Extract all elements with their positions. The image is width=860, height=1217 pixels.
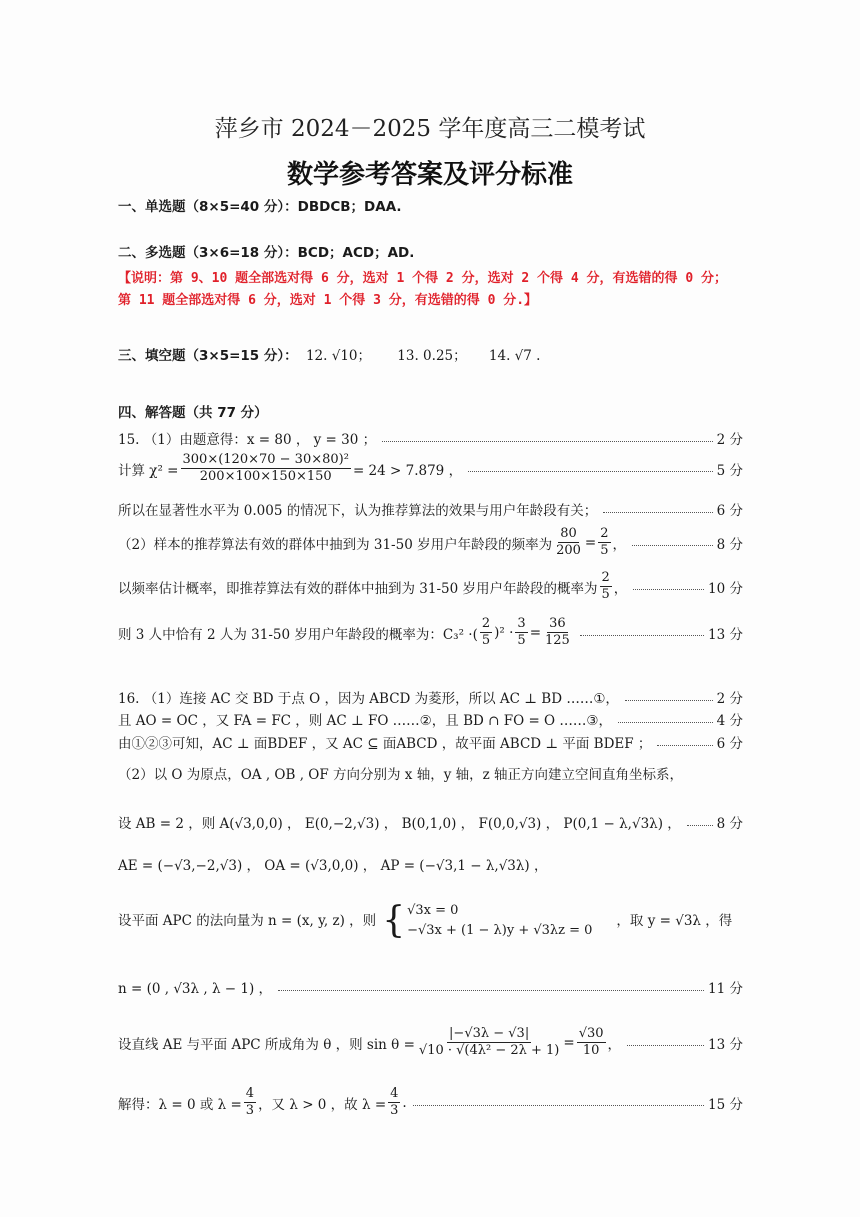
- fraction-denominator: 125: [545, 633, 570, 648]
- q15-line5: [118, 570, 743, 603]
- fraction-numerator: 2: [481, 616, 491, 631]
- fraction-numerator: 3: [517, 616, 526, 631]
- comma: ，: [612, 536, 627, 553]
- leader-dots: [687, 825, 713, 826]
- q16-line9: [118, 1026, 743, 1059]
- q16-line10: [118, 1086, 743, 1119]
- score-label: 4 分: [716, 713, 743, 729]
- score-label: 11 分: [708, 981, 743, 997]
- leader-dots: [618, 722, 713, 723]
- multi-choice-note-line1: 【说明：第 9、10 题全部选对得 6 分，选对 1 个得 2 分，选对 2 个得 4 分，有选错的得 0 分；: [118, 271, 728, 286]
- comma: ，: [607, 1036, 622, 1053]
- fraction-numerator: 2: [600, 526, 609, 541]
- q16-line9-text: 设直线 AE 与平面 APC 所成角为 θ ，则 sin θ =: [118, 1036, 415, 1053]
- q16-line7-pre: 设平面 APC 的法向量为 n = (x, y, z) ，则: [118, 913, 377, 929]
- q15-line3: [118, 499, 743, 519]
- q16-line1: [118, 687, 743, 707]
- score-label: 8 分: [716, 536, 743, 553]
- q15-line2-pre: 计算 χ² =: [118, 462, 179, 479]
- q16-line2-text: 且 AO = OC ，又 FA = FC ，则 AC ⊥ FO ……②，且 BD ∩ FO = O ……③，: [118, 713, 613, 729]
- left-brace: {: [382, 900, 406, 941]
- comma: ，: [613, 580, 628, 597]
- fraction-denominator: 200×100×150×150: [199, 469, 332, 484]
- q16-line3: [118, 732, 743, 752]
- single-choice-answers: 一、单选题（8×5=40 分）：DBDCB；DAA.: [118, 199, 402, 215]
- score-label: 13 分: [708, 1036, 743, 1053]
- leader-dots: [632, 545, 713, 546]
- exam-title: 萍乡市 2024－2025 学年度高三二模考试: [214, 116, 646, 142]
- score-label: 2 分: [716, 691, 743, 707]
- equations: [407, 901, 592, 941]
- answer-13: 13. 0.25；: [397, 348, 467, 364]
- fraction-numerator: 36: [549, 616, 566, 631]
- chi-square-fraction: [181, 452, 351, 485]
- fraction-denominator: 3: [245, 1103, 255, 1118]
- leader-dots: [468, 471, 713, 472]
- fraction: [480, 616, 492, 649]
- equals-sign: =: [563, 1034, 575, 1051]
- fill-blank-label: 三、填空题（3×5=15 分）：: [118, 348, 298, 364]
- score-label: 8 分: [716, 816, 743, 832]
- q15-line3-text: 所以在显著性水平为 0.005 的情况下，认为推荐算法的效果与用户年龄段有关；: [118, 503, 598, 519]
- fill-blank-answers: [118, 347, 540, 365]
- leader-dots: [580, 635, 704, 636]
- fraction-denominator: 5: [481, 633, 491, 648]
- answer-key-title: 数学参考答案及评分标准: [286, 160, 573, 190]
- fraction-numerator: |−√3λ − √3|: [449, 1026, 530, 1041]
- fraction-numerator: √30: [578, 1026, 604, 1041]
- q16-line2: [118, 709, 743, 729]
- q15-line6-mid: )² ·: [494, 624, 514, 641]
- fraction: [577, 1026, 606, 1059]
- fraction-numerator: 2: [601, 570, 610, 585]
- q15-line1-text: 15. （1）由题意得：x = 80 ， y = 30 ；: [118, 432, 377, 448]
- fraction: [388, 1086, 400, 1119]
- score-label: 13 分: [708, 626, 743, 643]
- leader-dots: [625, 700, 713, 701]
- fraction-denominator: 3: [390, 1103, 399, 1118]
- fraction: [515, 616, 527, 649]
- q15-line4-text: （2）样本的推荐算法有效的群体中抽到为 31-50 岁用户年龄段的频率为: [118, 536, 553, 553]
- q15-line2-post: = 24 > 7.879 ，: [352, 462, 463, 479]
- q16-line4: （2）以 O 为原点，OA , OB , OF 方向分别为 x 轴，y 轴，z 轴正方向建立空间直角坐标系，: [118, 767, 684, 783]
- equation-2: −√3x + (1 − λ)y + √3λz = 0: [407, 923, 593, 938]
- fraction: [543, 616, 572, 649]
- score-label: 5 分: [716, 462, 743, 479]
- fraction-denominator: 5: [517, 633, 526, 648]
- q15-line1: [118, 428, 743, 448]
- q16-line5: [118, 812, 743, 832]
- fraction-numerator: 300×(120×70 − 30×80)²: [182, 452, 349, 467]
- fraction-denominator: 200: [556, 543, 581, 558]
- q16-line7-post: ，取 y = √3λ ，得: [616, 913, 733, 929]
- leader-dots: [382, 441, 713, 442]
- score-label: 10 分: [708, 580, 743, 597]
- fraction-numerator: 4: [245, 1086, 255, 1101]
- fraction: [244, 1086, 256, 1119]
- q16-line8: [118, 977, 743, 997]
- leader-dots: [603, 512, 712, 513]
- equation-1: √3x = 0: [407, 903, 459, 918]
- fraction-numerator: 4: [390, 1086, 399, 1101]
- q16-line10-mid: ，又 λ > 0 ，故 λ =: [258, 1096, 387, 1113]
- q16-line3-text: 由①②③可知，AC ⊥ 面BDEF ，又 AC ⊆ 面ABCD ，故平面 ABCD ⊥ 平面 BDEF ；: [118, 736, 652, 752]
- q15-line2: [118, 452, 743, 485]
- multi-choice-note-line2: 第 11 题全部选对得 6 分，选对 1 个得 3 分，有选错的得 0 分.】: [118, 293, 538, 308]
- q16-line8-text: n = (0 , √3λ , λ − 1) ，: [118, 981, 273, 997]
- q16-line6: AE = (−√3,−2,√3) ， OA = (√3,0,0) ， AP = (−√3,1 − λ,√3λ) ，: [118, 858, 548, 874]
- fraction-denominator: 5: [601, 587, 610, 602]
- free-response-heading: 四、解答题（共 77 分）: [118, 405, 268, 421]
- sine-fraction: [417, 1026, 561, 1059]
- equals-sign: =: [529, 624, 541, 641]
- q16-line1-text: 16. （1）连接 AC 交 BD 于点 O ，因为 ABCD 为菱形，所以 AC ⊥ BD ……①，: [118, 691, 619, 707]
- answer-12: 12. √10；: [305, 348, 371, 364]
- fraction: [600, 570, 612, 603]
- q15-line6-text: 则 3 人中恰有 2 人为 31-50 岁用户年龄段的概率为：C₃² ·(: [118, 626, 478, 643]
- fraction-denominator: √10 · √(4λ² − 2λ + 1): [418, 1043, 560, 1058]
- score-label: 6 分: [716, 736, 743, 752]
- period: .: [402, 1094, 407, 1111]
- fraction: [598, 526, 610, 559]
- score-label: 6 分: [716, 503, 743, 519]
- equals-sign: =: [584, 534, 597, 551]
- q15-line4: [118, 526, 743, 559]
- leader-dots: [278, 990, 704, 991]
- score-label: 2 分: [716, 432, 743, 448]
- q15-line5-text: 以频率估计概率，即推荐算法有效的群体中抽到为 31-50 岁用户年龄段的概率为: [118, 580, 598, 597]
- answer-14: 14. √7 .: [488, 348, 541, 364]
- score-label: 15 分: [708, 1096, 743, 1113]
- q15-line6: [118, 616, 743, 649]
- leader-dots: [657, 745, 712, 746]
- q16-line10-text: 解得：λ = 0 或 λ =: [118, 1096, 242, 1113]
- leader-dots: [413, 1105, 704, 1106]
- equation-system: [382, 901, 592, 941]
- q16-line5-text: 设 AB = 2 ，则 A(√3,0,0) ， E(0,−2,√3) ， B(0,1,0) ， F(0,0,√3) ， P(0,1 − λ,√3λ) ，: [118, 816, 681, 832]
- multi-choice-answers: 二、多选题（3×6=18 分）：BCD；ACD；AD.: [118, 245, 415, 261]
- fraction-numerator: 80: [560, 526, 577, 541]
- fraction-denominator: 10: [582, 1043, 600, 1058]
- leader-dots: [627, 1045, 704, 1046]
- q16-line7: [118, 901, 732, 941]
- leader-dots: [633, 589, 704, 590]
- fraction: [554, 526, 583, 559]
- fraction-denominator: 5: [600, 543, 609, 558]
